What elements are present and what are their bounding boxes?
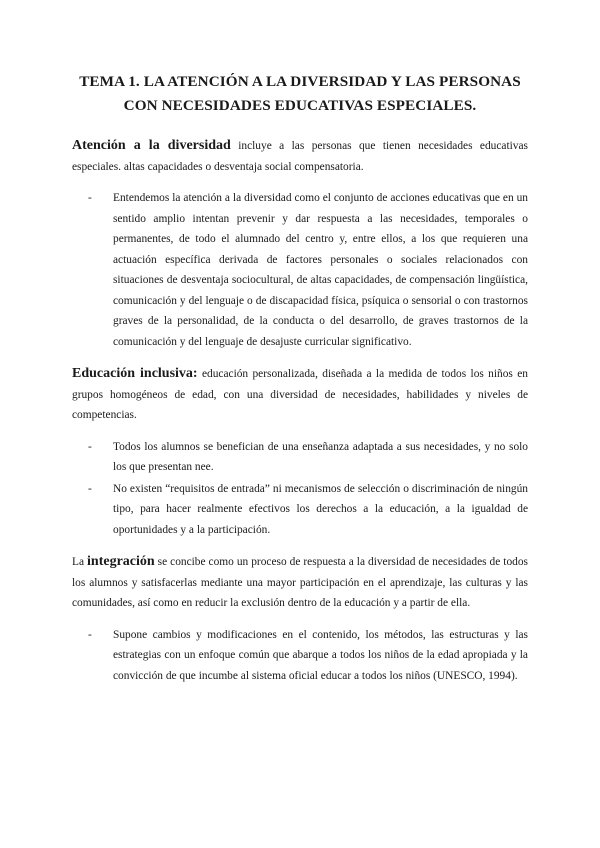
bullet-dash: - (88, 482, 92, 495)
list-item-text: Entendemos la atención a la diversidad como el conjunto de acciones educativas que en un sentido amplio intentan prevenir y dar respuesta a las necesidades, temporales o permanentes, de todo el alumnado del centro y, entre ellos, a los que requieren una actuación específica derivada de factores personales o sociales relacionados con situaciones de desventaja sociocultural, de altas capacidades, de compensación lingüística, comunicación y del lenguaje o de discapacidad física, psíquica o sensorial o con trastornos graves de la personalidad, de la conducta o del desarrollo, de graves trastornos de la comunicación y del lenguaje de desajuste curricular significativo. (113, 192, 528, 348)
list-item-text: Supone cambios y modificaciones en el contenido, los métodos, las estructuras y las estrategias con un enfoque común que abarque a todos los niños de la edad apropiada y la convicción de que incumbe al sistema oficial educar a todos los niños (UNESCO, 1994). (113, 628, 528, 682)
title-line-2: CON NECESIDADES EDUCATIVAS ESPECIALES. (123, 97, 477, 114)
bullet-dash: - (88, 628, 92, 641)
atencion-paragraph (72, 136, 528, 177)
list-item (88, 479, 528, 541)
page-title (72, 70, 528, 118)
atencion-term: Atención a la diversidad (72, 138, 231, 153)
integracion-text: se concibe como un proceso de respuesta a la diversidad de necesidades de todos los alumnos y satisfacerlas mediante una mayor participación en el aprendizaje, las culturas y las comunidades, así como en reducir la exclusión dentro de la educación y a partir de ella. (72, 556, 528, 609)
list-item (88, 188, 528, 352)
title-line-1: TEMA 1. LA ATENCIÓN A LA DIVERSIDAD Y LAS PERSONAS (79, 73, 521, 90)
inclusiva-text: educación personalizada, diseñada a la medida de todos los niños en grupos homogéneos de edad, con una diversidad de necesidades, habilidades y niveles de competencias. (72, 368, 528, 421)
bullet-dash: - (88, 440, 92, 453)
atencion-text: incluye a las personas que tienen necesidades educativas especiales. altas capacidades o desventaja social compensatoria. (72, 140, 528, 173)
integracion-prefix: La (72, 556, 88, 568)
list-item-text: Todos los alumnos se benefician de una enseñanza adaptada a sus necesidades, y no solo los que presentan nee. (113, 440, 528, 473)
inclusiva-term: Educación inclusiva: (72, 366, 198, 381)
atencion-bullet-list (72, 188, 528, 352)
inclusiva-bullet-list (72, 437, 528, 541)
list-item (88, 437, 528, 478)
integracion-term: integración (87, 554, 155, 569)
integracion-paragraph (72, 552, 528, 614)
list-item-text: No existen “requisitos de entrada” ni mecanismos de selección o discriminación de ningún tipo, para hacer realmente efectivos los derechos a la educación, a la igualdad de oportunidades y a la participación. (113, 482, 528, 536)
bullet-dash: - (88, 192, 92, 204)
inclusiva-paragraph (72, 364, 528, 426)
list-item (88, 625, 528, 687)
integracion-bullet-list (72, 625, 528, 687)
